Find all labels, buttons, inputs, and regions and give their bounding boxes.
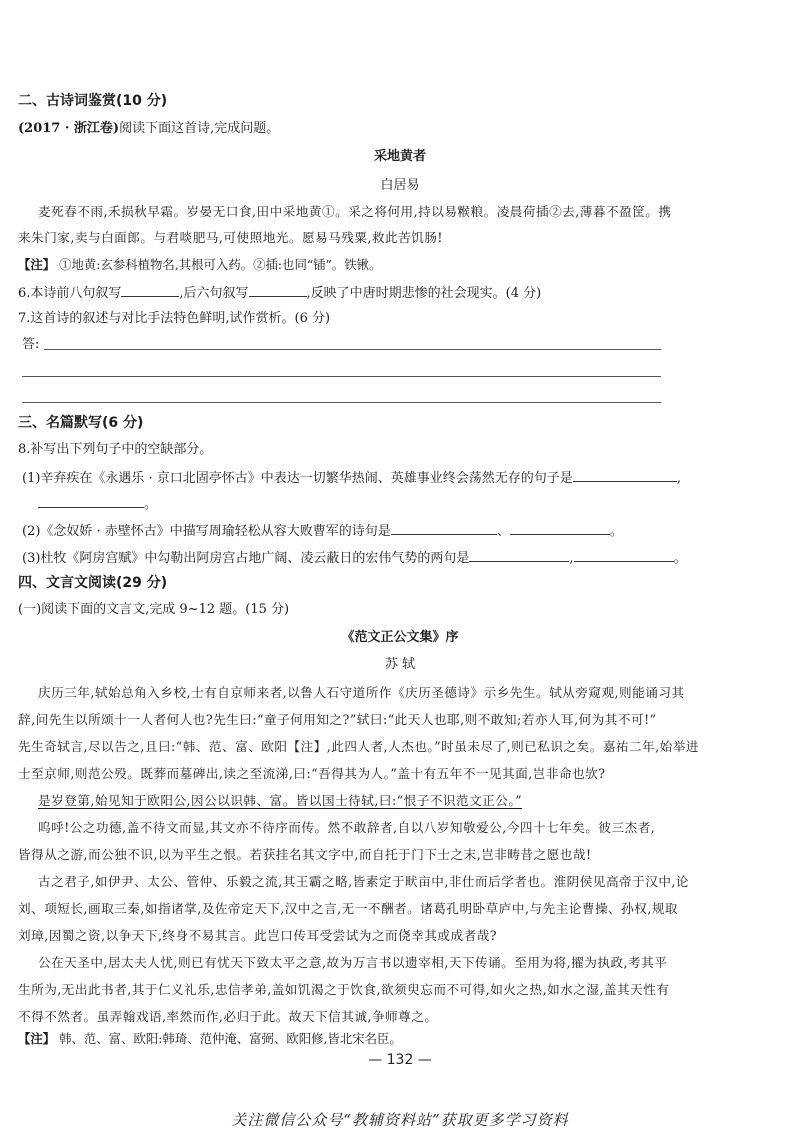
page-number: — 132 — [368, 1052, 432, 1068]
question-text: , [569, 551, 574, 566]
passage-line: 公在天圣中,居太夫人忧,则已有忧天下致太平之意,故为万言书以遗宰相,天下传诵。至用为将,擢为执政,考其平 [38, 955, 668, 970]
poem-note [18, 256, 381, 274]
poem-author: 白居易 [380, 178, 420, 193]
answer-line[interactable] [44, 349, 661, 350]
question-text: , [676, 471, 681, 486]
note-text: 韩、范、富、欧阳:韩琦、范仲淹、富弼、欧阳修,皆北宋名臣。 [59, 1031, 402, 1046]
question-text: (2)《念奴娇 · 赤壁怀古》中描写周瑜轻松从容大败曹军的诗句是 [22, 524, 391, 539]
passage-line: 呜呼!公之功德,盖不待文而显,其文亦不待序而传。然不敢辞者,自以八岁知敬爱公,今四十七年矣。彼三杰者, [38, 820, 656, 835]
note-label: 【注】 [18, 257, 56, 272]
passage-line: 生所为,无出此书者,其于仁义礼乐,忠信孝弟,盖如饥渴之于饮食,欲须臾忘而不可得,如火之热,如水之湿,盖其天性有 [18, 982, 670, 997]
note-label: 【注】 [18, 1031, 56, 1046]
poem-line: 麦死春不雨,禾损秋早霜。岁晏无口食,田中采地黄①。采之将何用,持以易糇粮。凌晨荷插②去,薄暮不盈筐。携 [38, 204, 672, 219]
passage-line: 刘璋,因蜀之资,以争天下,终身不易其言。此岂口传耳受尝试为之而侥幸其或成者哉? [18, 928, 498, 943]
question-text: (1)辛弃疾在《永遇乐 · 京口北固亭怀古》中表达一切繁华热闹、英雄事业终会荡然无存的句子是 [22, 471, 573, 486]
question-8-2 [22, 521, 623, 541]
answer-line[interactable] [22, 376, 661, 377]
question-8-3 [22, 548, 687, 568]
question-text: 、 [496, 524, 510, 539]
passage-line: 不得不然者。虽弄翰戏语,率然而作,必归于此。故天下信其诚,争师尊之。 [18, 1009, 438, 1024]
answer-blank[interactable] [38, 494, 144, 508]
answer-label: 答: [22, 337, 40, 352]
question-text: ,反映了中唐时期悲惨的社会现实。(4 分) [306, 286, 542, 301]
question-intro [18, 120, 279, 138]
answer-blank[interactable] [469, 548, 569, 562]
section-heading: 三、名篇默写(6 分) [18, 415, 144, 431]
question-6 [18, 283, 541, 303]
note-text: ①地黄:玄参科植物名,其根可入药。②插:也同“锸”。铁锹。 [59, 257, 382, 272]
intro-text: 阅读下面这首诗,完成问题。 [119, 121, 280, 136]
question-text: ,后六句叙写 [179, 286, 249, 301]
passage-intro: (一)阅读下面的文言文,完成 9~12 题。(15 分) [18, 602, 290, 617]
answer-blank[interactable] [249, 283, 307, 297]
footer-notice: 关注微信公众号“教辅资料站”获取更多学习资料 [231, 1111, 569, 1129]
question-text: 。 [609, 524, 623, 539]
passage-line: 辞,问先生以所颂十一人者何人也?先生曰:“童子何用知之?”轼曰:“此天人也耶,则不敢知;若亦人耳,何为其不可!” [18, 712, 657, 727]
answer-blank[interactable] [391, 521, 497, 535]
answer-blank[interactable] [573, 468, 677, 482]
question-8-1-cont [38, 494, 157, 514]
question-text: 。 [144, 497, 158, 512]
passage-line-underlined: 是岁登第,始见知于欧阳公,因公以识韩、富。皆以国士待轼,曰:“恨子不识范文正公。” [38, 793, 523, 808]
question-7: 7.这首诗的叙述与对比手法特色鲜明,试作赏析。(6 分) [18, 311, 331, 326]
answer-blank[interactable] [510, 521, 610, 535]
poem-title: 采地黄者 [373, 149, 426, 164]
question-text: 。 [673, 551, 687, 566]
passage-line: 庆历三年,轼始总角入乡校,士有自京师来者,以鲁人石守道所作《庆历圣德诗》示乡先生。轼从旁窥观,则能诵习其 [38, 685, 685, 700]
question-text: 6.本诗前八句叙写 [18, 286, 122, 301]
question-8: 8.补写出下列句子中的空缺部分。 [18, 442, 213, 457]
question-text: (3)杜牧《阿房宫赋》中勾勒出阿房宫占地广阔、凌云蔽日的宏伟气势的两句是 [22, 551, 470, 566]
section-heading: 四、文言文阅读(29 分) [18, 575, 168, 591]
answer-blank[interactable] [574, 548, 674, 562]
answer-line[interactable] [22, 402, 661, 403]
answer-blank[interactable] [121, 283, 179, 297]
passage-title: 《范文正公文集》序 [341, 630, 459, 645]
passage-author: 苏 轼 [384, 657, 416, 672]
source-label: (2017 · 浙江卷) [18, 121, 120, 136]
passage-line: 古之君子,如伊尹、太公、管仲、乐毅之流,其王霸之略,皆素定于畎亩中,非仕而后学者也。淮阴侯见高帝于汉中,论 [38, 874, 690, 889]
section-heading: 二、古诗词鉴赏(10 分) [18, 93, 168, 109]
passage-note [18, 1030, 402, 1048]
passage-line: 士至京师,则范公殁。既葬而墓碑出,读之至流涕,曰:“吾得其为人。”盖十有五年不一见其面,岂非命也欤? [18, 766, 606, 781]
passage-line: 刘、项短长,画取三秦,如指诸掌,及佐帝定天下,汉中之言,无一不酬者。诸葛孔明卧草庐中,与先主论曹操、孙权,规取 [18, 901, 679, 916]
poem-line: 来朱门家,卖与白面郎。与君啖肥马,可使照地光。愿易马残粟,救此苦饥肠! [18, 230, 443, 245]
passage-line: 皆得从之游,而公独不识,以为平生之恨。若获挂名其文字中,而自托于门下士之末,岂非畴昔之愿也哉! [18, 847, 592, 862]
passage-line: 先生奇轼言,尽以告之,且曰:“韩、范、富、欧阳【注】,此四人者,人杰也。”时虽未尽了,则已私识之矣。嘉祐二年,始举进 [18, 739, 699, 754]
question-8-1 [22, 468, 681, 488]
